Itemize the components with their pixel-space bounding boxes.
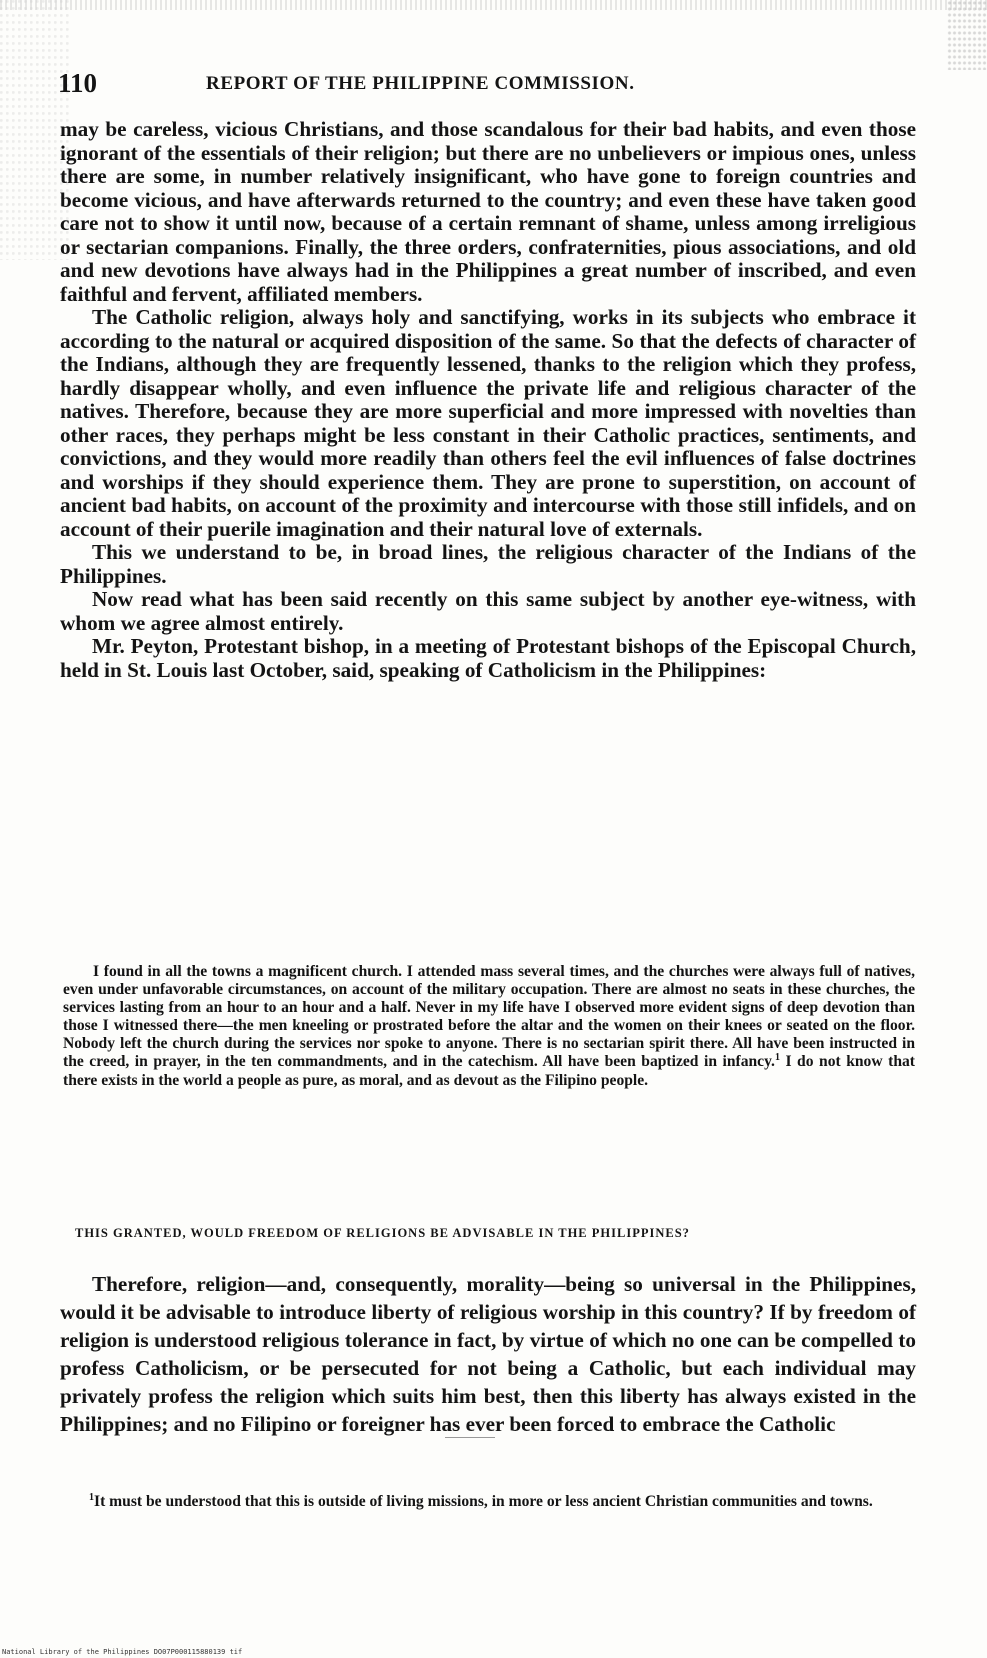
body-text	[60, 118, 916, 682]
quote-text-end: I do not know that there exists in the world a people as pure, as moral, and as devout as the Filipino people.	[63, 1053, 915, 1089]
body-text-2	[60, 1270, 916, 1438]
page-header	[58, 68, 938, 98]
footnote-reference: 1	[774, 1052, 780, 1064]
quote-paragraph	[63, 963, 915, 1090]
paragraph: This we understand to be, in broad lines, the religious character of the Indians of the Philippines.	[60, 540, 916, 588]
section-heading: THIS GRANTED, WOULD FREEDOM OF RELIGIONS BE ADVISABLE IN THE PHILIPPINES?	[75, 1226, 690, 1240]
block-quote	[63, 963, 915, 1090]
scan-stamp: National Library of the Philippines DO07P000115880139 tif	[2, 1648, 243, 1656]
scan-noise-top	[0, 0, 987, 10]
paragraph: Mr. Peyton, Protestant bishop, in a meeting of Protestant bishops of the Episcopal Church, held in St. Louis last October, said, speaking of Catholicism in the Philippines:	[60, 634, 916, 682]
quote-text: I found in all the towns a magnificent church. I attended mass several times, and the churches were always full of natives, even under unfavorable circumstances, on account of the military occupation. There are almost no seats in these churches, the services lasting from an hour to an hour and a half. Never in my life have I observed more evident signs of deep devotion than those I witnessed there—the men kneeling or prostrated before the altar and the women on their knees or seated on the floor. Nobody left the church during the services nor spoke to anyone. There is no sectarian spirit there. All have been instructed in the creed, in prayer, in the ten commandments, and in the catechism. All have been baptized in infancy.	[63, 963, 915, 1071]
paragraph: The Catholic religion, always holy and sanctifying, works in its subjects who embrace it according to the natural or acquired disposition of the same. So that the defects of character of the Indians, although they are frequently lessened, thanks to the religion which they profess, hardly disappear wholly, and even influence the private life and religious character of the natives. Therefore, because they are more superficial and more impressed with novelties than other races, they perhaps might be less constant in their Catholic practices, sentiments, and convictions, and they would more readily than others feel the evil influences of false doctrines and worships if they should experience them. They are prone to superstition, on account of ancient bad habits, on account of the proximity and intercourse with those still infidels, and on account of their puerile imagination and their natural love of externals.	[60, 305, 916, 541]
paragraph: Now read what has been said recently on this same subject by another eye-witness, with whom we agree almost entirely.	[60, 587, 916, 635]
footnote	[63, 1492, 915, 1511]
footnote-divider	[445, 1437, 495, 1438]
footnote-text: It must be understood that this is outside of living missions, in more or less ancient Christian communities and towns.	[94, 1493, 873, 1510]
page-number: 110	[58, 68, 98, 98]
paragraph: Therefore, religion—and, consequently, morality—being so universal in the Philippines, would it be advisable to introduce liberty of religious worship in this country? If by freedom of religion is understood religious tolerance in fact, by virtue of which no one can be compelled to profess Catholicism, or be persecuted for not being a Catholic, but each individual may privately profess the religion which suits him best, then this liberty has always existed in the Philippines; and no Filipino or foreigner has ever been forced to embrace the Catholic	[60, 1272, 916, 1436]
paragraph: may be careless, vicious Christians, and those scandalous for their bad habits, and even those ignorant of the essentials of their religion; but there are no unbelievers or impious ones, unless there are some, in number relatively insignificant, who have gone to foreign countries and become vicious, and have afterwards returned to the country; and even these have taken good care not to show it until now, because of a certain remnant of shame, unless among irreligious or sectarian companions. Finally, the three orders, confraternities, pious associations, and old and new devotions have always had in the Philippines a great number of inscribed, and even faithful and fervent, affiliated members.	[60, 117, 916, 306]
footnote-paragraph	[63, 1492, 915, 1511]
scan-noise-right	[947, 0, 987, 70]
footnote-mark: 1	[89, 1491, 94, 1503]
running-title: REPORT OF THE PHILIPPINE COMMISSION.	[206, 73, 635, 94]
